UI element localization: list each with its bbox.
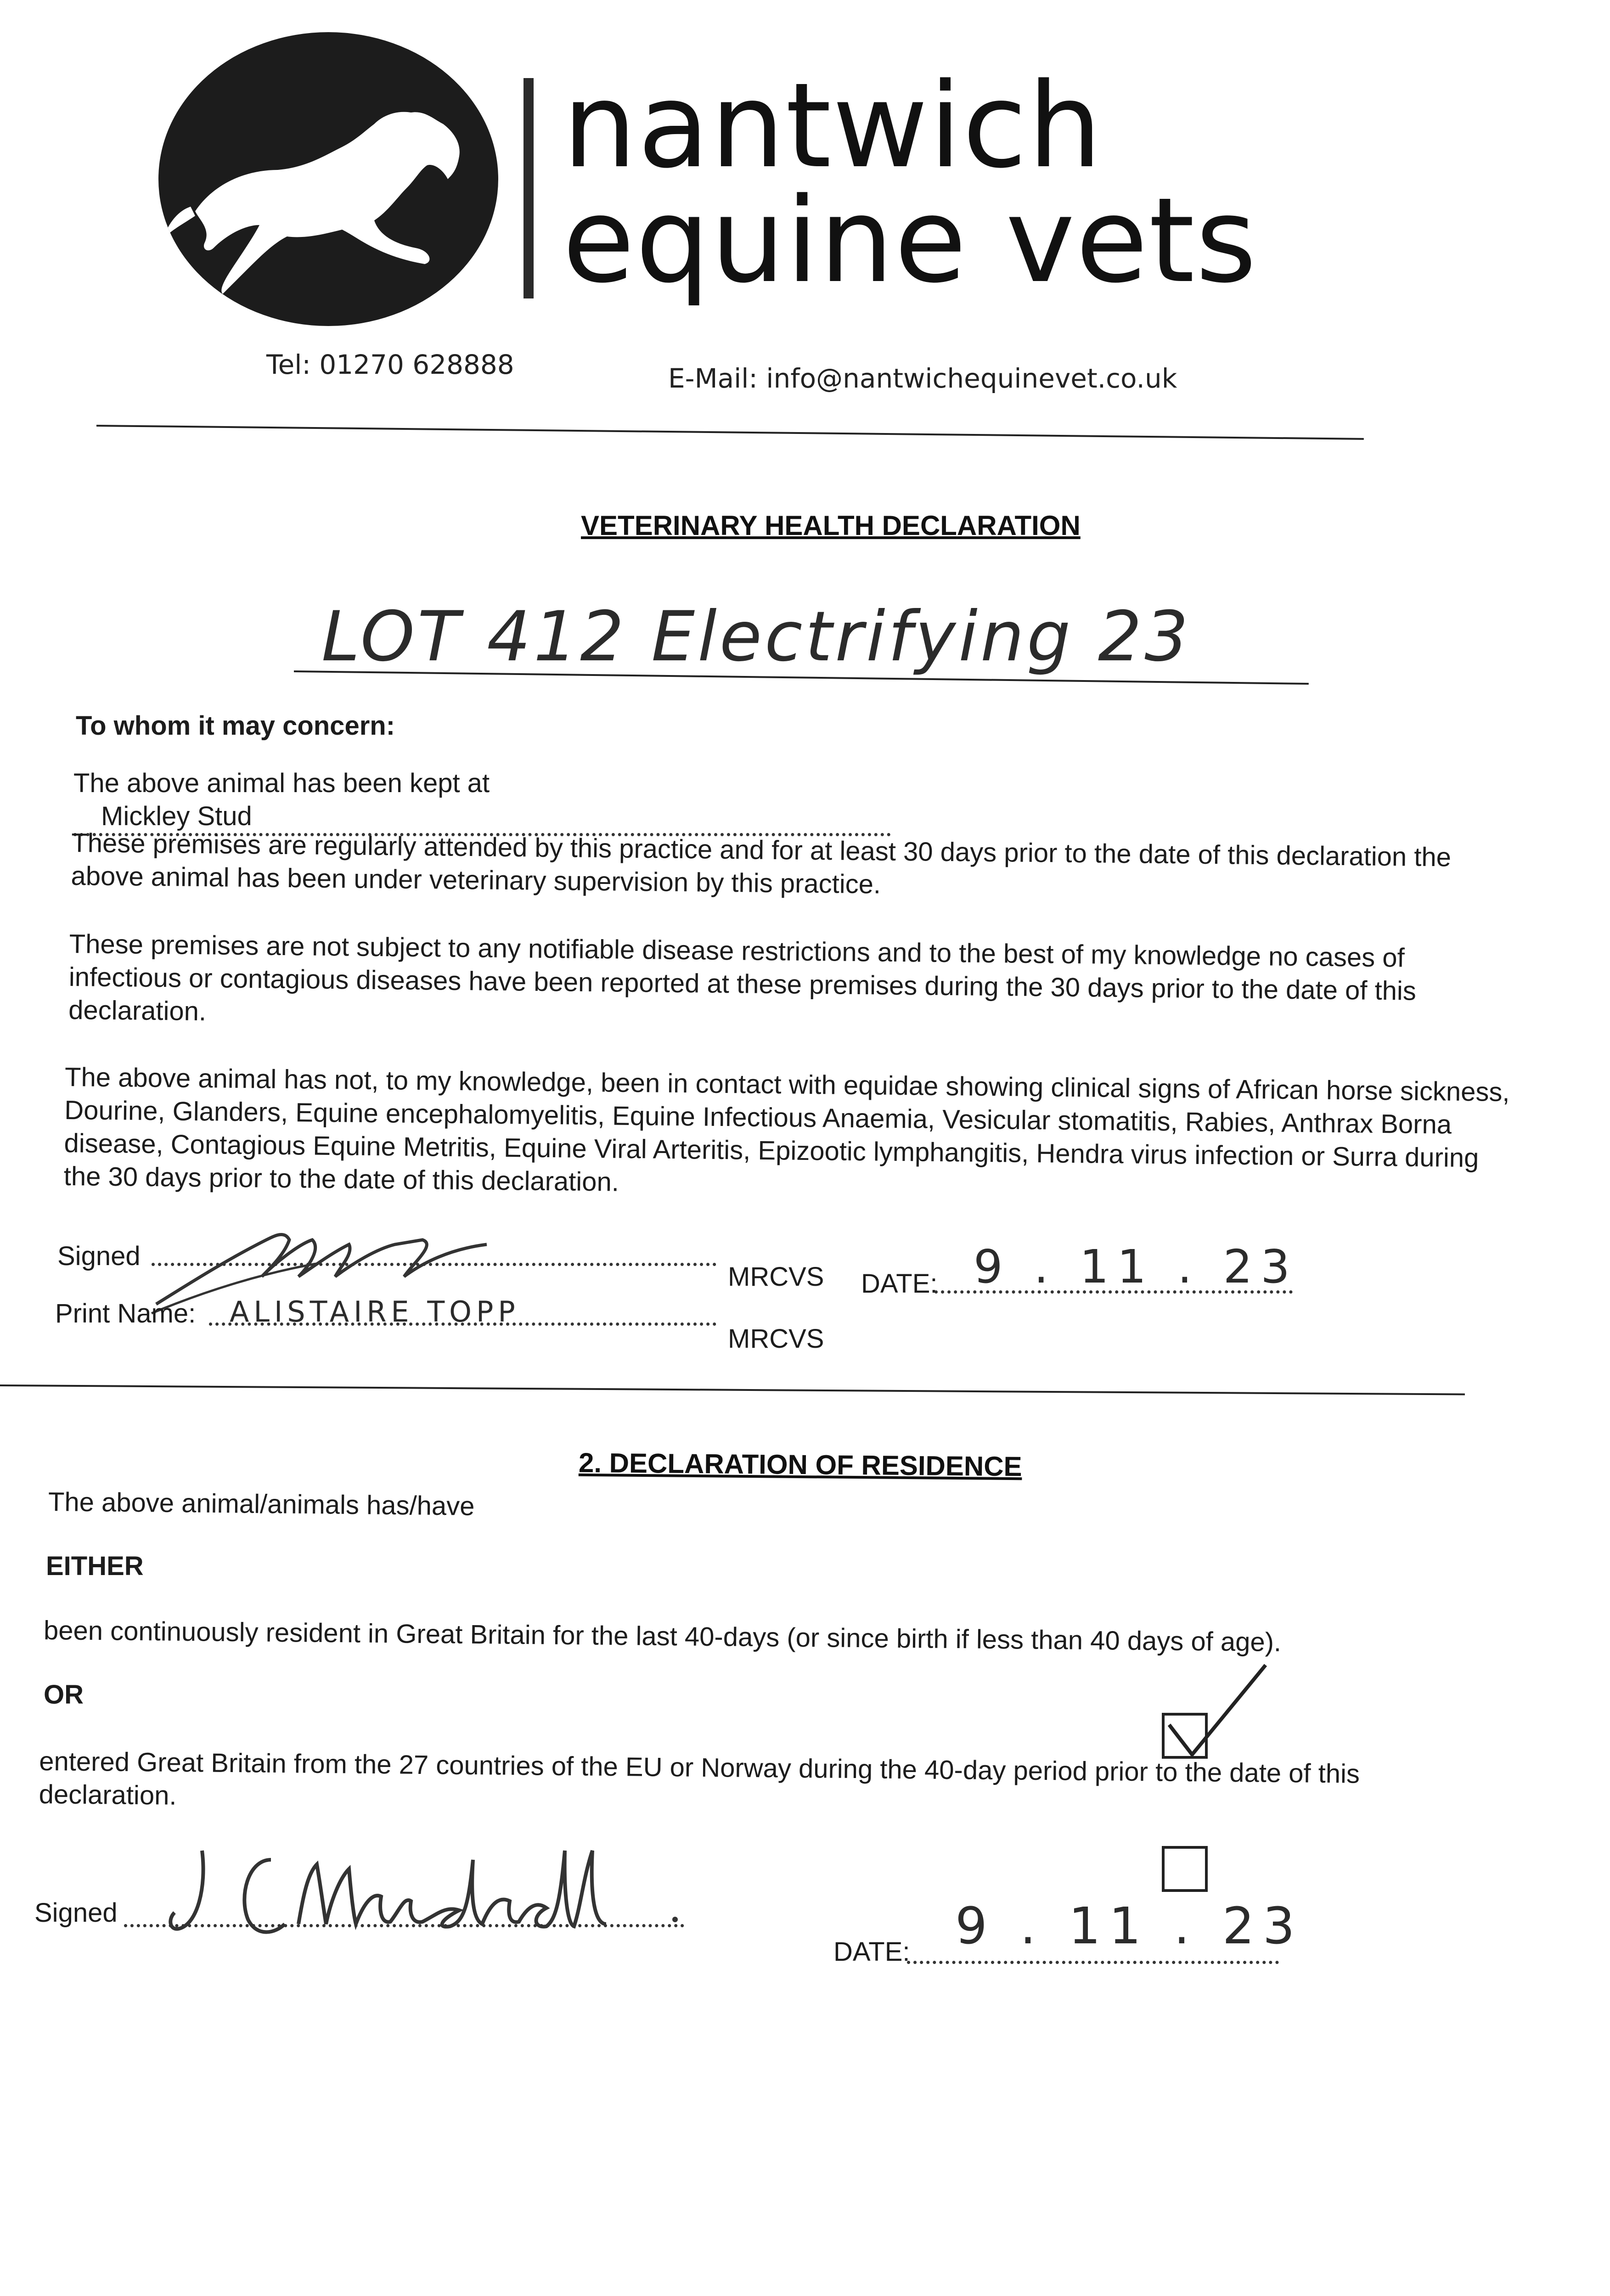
email-address: E-Mail: info@nantwichequinevet.co.uk [668, 363, 1177, 394]
residence-intro: The above animal/animals has/have [48, 1487, 475, 1521]
logo-emblem [158, 32, 498, 326]
brand-line-1: nantwich [563, 58, 1103, 194]
owner-date-label: DATE: [833, 1937, 910, 1967]
kept-at-value: Mickley Stud [101, 801, 252, 831]
checkmark-icon [1160, 1656, 1279, 1766]
or-label: OR [44, 1680, 84, 1710]
to-whom-heading: To whom it may concern: [76, 711, 395, 741]
brand-line-2: equine vets [563, 173, 1258, 309]
option-entered-text: entered Great Britain from the 27 countries of the EU or Norway during the 40-day period prior to the date of this declaration. [39, 1746, 1360, 1811]
either-label: EITHER [46, 1551, 144, 1581]
phone-number: Tel: 01270 628888 [266, 349, 514, 380]
kept-at-line [73, 767, 1290, 836]
header-divider [96, 425, 1364, 440]
section2-title: 2. DECLARATION OF RESIDENCE [578, 1447, 1022, 1482]
paragraph-supervision: These premises are regularly attended by this practice and for at least 30 days prior to the date of this declaration the above animal has been under veterinary supervision by this practice. [71, 828, 1452, 900]
owner-date-value: 9 . 11 . 23 [955, 1896, 1303, 1955]
vet-date-label: DATE: [861, 1269, 938, 1299]
section1-title: VETERINARY HEALTH DECLARATION [581, 510, 1081, 541]
brand-name [563, 58, 1258, 309]
resident-checkbox[interactable] [1162, 1713, 1208, 1759]
vet-signed-label: Signed [57, 1241, 141, 1271]
paragraph-diseases: The above animal has not, to my knowledge, been in contact with equidae showing clinical signs of African horse sickness, Dourine, Glanders, Equine encephalomyelitis, Equine Infectious Anaemia, Vesicular stomatitis, Rabies, Anthrax Borna disease, Contagious Equine Metritis, Equine Viral Arteritis, Epizootic lymphangitis, Hendra virus infection or Surra during the 30 days prior to the date of this declaration. [63, 1062, 1510, 1197]
lot-handwritten: LOT 412 Electrifying 23 [321, 597, 1191, 677]
vet-date-value: 9 . 11 . 23 [974, 1240, 1298, 1294]
logo-divider [524, 78, 534, 298]
option-resident-text: been continuously resident in Great Britain for the last 40-days (or since birth if less than 40 days of age). [43, 1615, 1282, 1657]
print-name-label: Print Name: [55, 1299, 196, 1328]
owner-signature-image [165, 1832, 693, 1952]
vet-mrcvs-label: MRCVS [728, 1262, 824, 1292]
print-mrcvs-label: MRCVS [728, 1324, 824, 1354]
owner-signed-label: Signed [34, 1898, 118, 1928]
owner-date-line [907, 1961, 1279, 1964]
paragraph-restrictions: These premises are not subject to any notifiable disease restrictions and to the best of my knowledge no cases of infectious or contagious diseases have been reported at these premises during the 30 days prior to the date of this declaration. [68, 929, 1417, 1027]
entered-checkbox[interactable] [1162, 1846, 1208, 1892]
horse-logo-icon [158, 32, 498, 326]
section-divider [0, 1384, 1465, 1395]
kept-at-label: The above animal has been kept at [73, 768, 490, 798]
print-name-value: ALISTAIRE TOPP [230, 1295, 520, 1328]
